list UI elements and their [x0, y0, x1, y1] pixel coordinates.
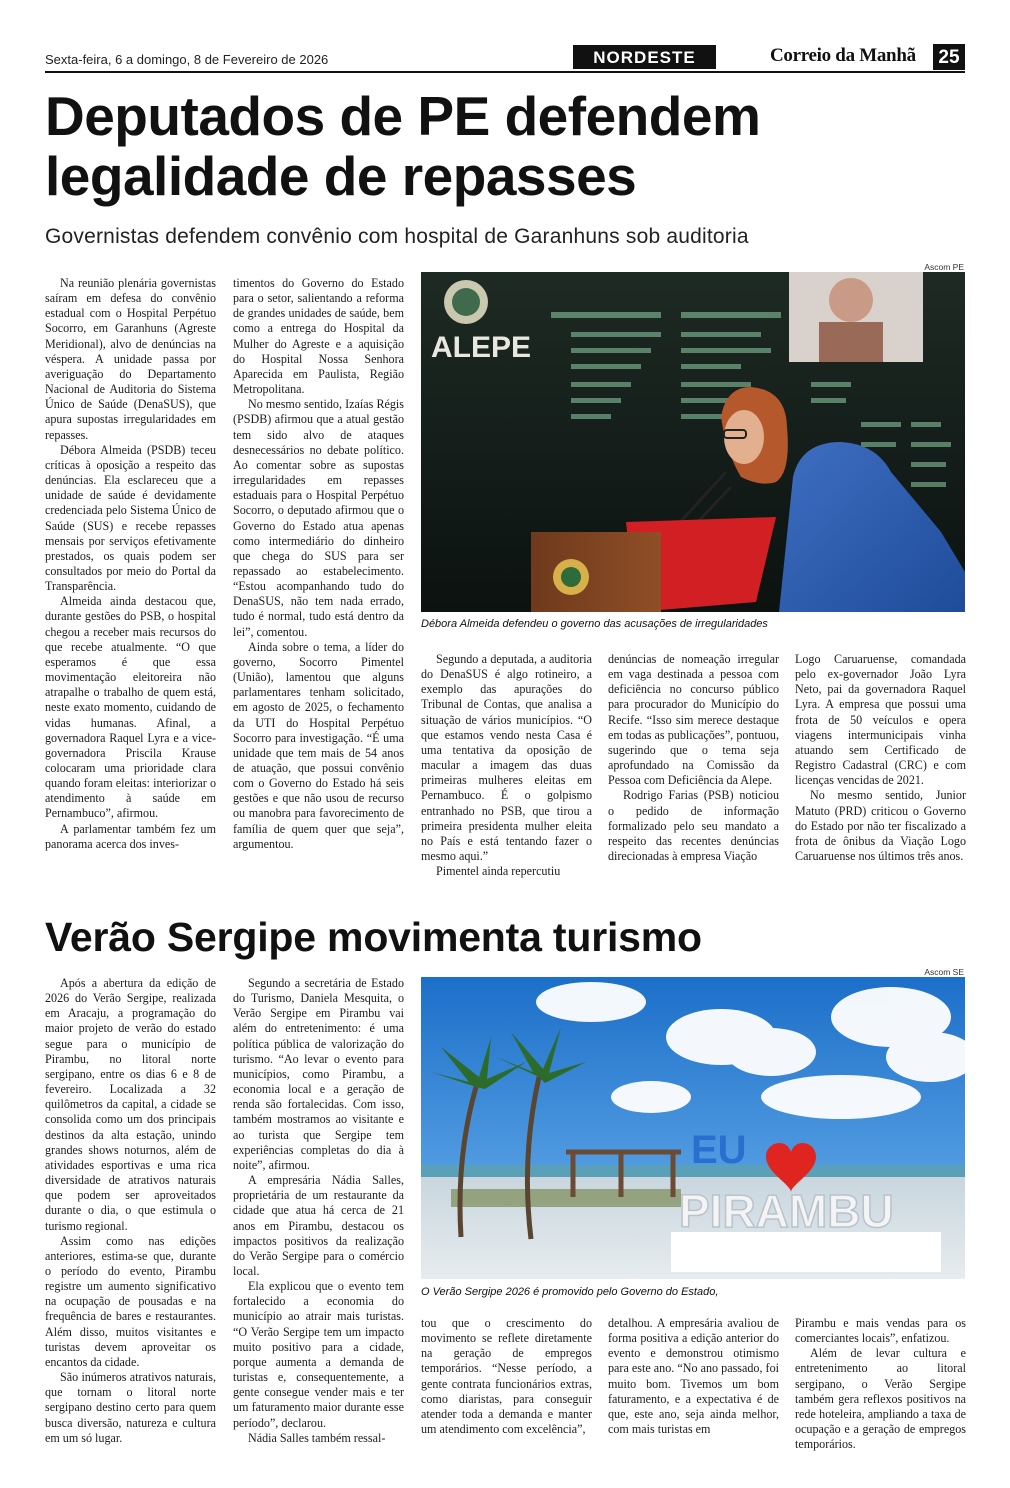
article1-column-4	[608, 652, 779, 864]
paragraph: tou que o crescimento do movimento se reflete diretamente na geração de empregos temporários. “Nesse período, a gente contrata funcionários extras, como diaristas, para conseguir atender toda a demanda e manter um atendimento com excelência”,	[421, 1316, 592, 1437]
pirambu-photo-illustration	[421, 977, 965, 1279]
article1-deck: Governistas defendem convênio com hospital de Garanhuns sob auditoria	[45, 225, 749, 248]
article1-photo	[421, 272, 965, 612]
paragraph: Pirambu e mais vendas para os comerciantes locais”, enfatizou.	[795, 1316, 966, 1346]
article2-headline: Verão Sergipe movimenta turismo	[45, 914, 702, 960]
alepe-logo-text: ALEPE	[431, 331, 532, 364]
page-number: 25	[933, 44, 965, 70]
page-header	[45, 44, 965, 74]
newspaper-name: Correio da Manhã	[770, 45, 916, 66]
paragraph: Além de levar cultura e entretenimento ao litoral sergipano, o Verão Sergipe também gera reflexos positivos na rede hoteleira, ampliando a taxa de ocupação e a geração de empregos temporários.	[795, 1346, 966, 1452]
paragraph: detalhou. A empresária avaliou de forma positiva a edição anterior do evento e demonstrou otimismo para este ano. “No ano passado, foi muito bom. Tivemos um bom faturamento, e a expectativa é de que, este ano, seja ainda melhor, com mais turistas em	[608, 1316, 779, 1437]
article1-column-3	[421, 652, 592, 879]
edition-date: Sexta-feira, 6 a domingo, 8 de Fevereiro de 2026	[45, 52, 329, 67]
paragraph: Na reunião plenária governistas saíram em defesa do convênio estadual com o Hospital Perpétuo Socorro, em Garanhuns (Agreste Meridional), alvo de denúncias na véspera. A unidade passa por averiguação do Departamento Nacional de Auditoria do Sistema Único de Saúde (DenaSUS), que apura supostas irregularidades em repasses.	[45, 276, 216, 442]
sign-pirambu-text: PIRAMBU	[679, 1185, 894, 1237]
article1-photo-caption: Débora Almeida defendeu o governo das acusações de irregularidades	[421, 618, 768, 630]
article2-photo	[421, 977, 965, 1279]
paragraph: timentos do Governo do Estado para o setor, salientando a reforma de grandes unidades de saúde, bem como a entrega do Hospital da Mulher do Agreste e a aquisição do Hospital Nossa Senhora Aparecida em Paulista, Região Metropolitana.	[233, 276, 404, 397]
paragraph: denúncias de nomeação irregular em vaga destinada a pessoa com deficiência no concurso público para procurador do Município do Recife. “Isso sim merece destaque em todas as publicações”, pontuou, sugerindo que o tema seja aprofundado na Comissão da Pessoa com Deficiência da Alepe.	[608, 652, 779, 788]
plenary-photo-illustration	[421, 272, 965, 612]
paragraph: Nádia Salles também ressal-	[248, 1430, 386, 1445]
paragraph: Almeida ainda destacou que, durante gestões do PSB, o hospital chegou a receber mais recursos do que recebe atualmente. “O que esperamos é que essa movimentação eleitoreira não atrapalhe o trabalho de quem está, neste exato momento, cuidando de vidas humanas. Afinal, a governadora Raquel Lyra e a vice-governadora Priscila Krause colocaram uma prioridade clara quando foram eleitas: interiorizar o atendimento à saúde em Pernambuco”, afirmou.	[45, 594, 216, 821]
paragraph: A parlamentar também fez um panorama acerca dos inves-	[45, 821, 216, 851]
paragraph: No mesmo sentido, Junior Matuto (PRD) criticou o Governo do Estado por não ter fiscalizado a frota de ônibus da Viação Logo Caruaruense nos últimos três anos.	[795, 788, 966, 864]
paragraph: Ainda sobre o tema, a líder do governo, Socorro Pimentel (União), lamentou que alguns parlamentares tenham solicitado, em agosto de 2025, o fechamento da UTI do Hospital Perpétuo Socorro para investigação. “É uma unidade que tem mais de 54 anos de atuação, que possui convênio com o Governo do Estado há seis gestões e que não usou de recurso ou manobra para favorecimento de família de quem quer que seja”, argumentou.	[233, 639, 404, 851]
article1-headline: Deputados de PE defendem legalidade de repasses	[45, 85, 761, 207]
paragraph: São inúmeros atrativos naturais, que tornam o litoral norte sergipano destino certo para quem busca diversão, natureza e cultura em um só lugar.	[45, 1370, 216, 1445]
sign-eu-text: EU	[691, 1128, 747, 1172]
article2-photo-credit: Ascom SE	[924, 967, 964, 977]
paragraph: Após a abertura da edição de 2026 do Verão Sergipe, realizada em Aracaju, a programação do maior projeto de verão do estado segue para o município de Pirambu, no litoral norte sergipano, entre os dias 6 e 8 de fevereiro. Localizada a 32 quilômetros da capital, a cidade se consolida como um dos principais destinos da alta estação, unindo grandes shows noturnos, além de atividades esportivas e uma rica diversidade de atrativos naturais que podem ser aproveitados durante o dia, o que estimula o turismo regional.	[45, 976, 216, 1233]
paragraph: Ela explicou que o evento tem fortalecido a economia do município ao atrair mais turistas. “O Verão Sergipe tem um impacto muito positivo para a cidade, porque aumenta a demanda de turistas e, consequentemente, a gente consegue vender mais e ter um faturamento maior durante esse período”, declarou.	[233, 1279, 404, 1430]
section-label: NORDESTE	[573, 45, 716, 69]
paragraph: Logo Caruaruense, comandada pelo ex-governador João Lyra Neto, pai da governadora Raquel Lyra. A empresa que possui uma frota de 50 veículos e opera viagens intermunicipais vinha atuando sem Certificado de Registro Cadastral (CRC) e com licenças vencidas de 2021.	[795, 652, 966, 788]
paragraph: Débora Almeida (PSDB) teceu críticas à oposição a respeito das denúncias. Ela esclareceu que a unidade de saúde é devidamente credenciada pelo Sistema Único de Saúde (SUS) e recebe repasses mensais por serviços efetivamente prestados, os quais podem ser consultados por meio do Portal da Transparência.	[45, 442, 216, 594]
article1-photo-credit: Ascom PE	[924, 262, 964, 272]
paragraph: Rodrigo Farias (PSB) noticiou o pedido de informação formalizado pelo seu mandato a respeito das recentes denúncias direcionadas à empresa Viação	[608, 788, 779, 864]
paragraph: Assim como nas edições anteriores, estima-se que, durante o período do evento, Pirambu registre um aumento significativo na ocupação de pousadas e na frequência de bares e restaurantes. Além disso, muitos visitantes e turistas devem aproveitar os encantos da cidade.	[45, 1233, 216, 1369]
article2-photo-caption: O Verão Sergipe 2026 é promovido pelo Governo do Estado,	[421, 1286, 719, 1298]
article2-column-1	[45, 976, 216, 1446]
header-rule	[45, 71, 965, 73]
article2-column-2	[233, 976, 404, 1446]
paragraph: Segundo a secretária de Estado do Turismo, Daniela Mesquita, o Verão Sergipe em Pirambu vai além do entretenimento: é uma política pública de valorização do turismo. “Ao levar o evento para municípios, como Pirambu, a economia local e a geração de renda são fortalecidas. Com isso, também mostramos ao visitante e ao turista que Sergipe tem experiências completas do dia à noite”, afirmou.	[233, 976, 404, 1172]
paragraph: Segundo a deputada, a auditoria do DenaSUS é algo rotineiro, a exemplo das apurações do Tribunal de Contas, que analisa a situação de vários municípios. “O que estamos vendo nesta Casa é uma tentativa da oposição de macular a imagem das duas primeiras mulheres eleitas em Pernambuco. É o golpismo entranhado no PSB, que tirou a primeira presidenta mulher eleita no País e está tentando fazer o mesmo aqui.”	[421, 652, 592, 864]
article1-column-1	[45, 276, 216, 852]
paragraph: Pimentel ainda repercutiu	[436, 864, 561, 879]
article2-column-5	[795, 1316, 966, 1452]
article2-column-3	[421, 1316, 592, 1437]
paragraph: A empresária Nádia Salles, proprietária de um restaurante da cidade que atua há cerca de 21 anos em Pirambu, destacou os impactos positivos da realização do Verão Sergipe para o comércio local.	[233, 1173, 404, 1278]
article2-column-4	[608, 1316, 779, 1437]
article1-column-2	[233, 276, 404, 852]
article1-column-5	[795, 652, 966, 864]
paragraph: No mesmo sentido, Izaías Régis (PSDB) afirmou que a atual gestão tem sido alvo de ataques desnecessários no debate político. Ao comentar sobre as supostas irregularidades em repasses estaduais para o Hospital Perpétuo Socorro, o deputado afirmou que o Governo do Estado atua apenas como intermediário do dinheiro que chega do SUS para ser repassado ao estabelecimento. “Estou acompanhando tudo do DenaSUS, não tem nada errado, tudo é normal, tudo está dentro da lei”, comentou.	[233, 397, 404, 639]
